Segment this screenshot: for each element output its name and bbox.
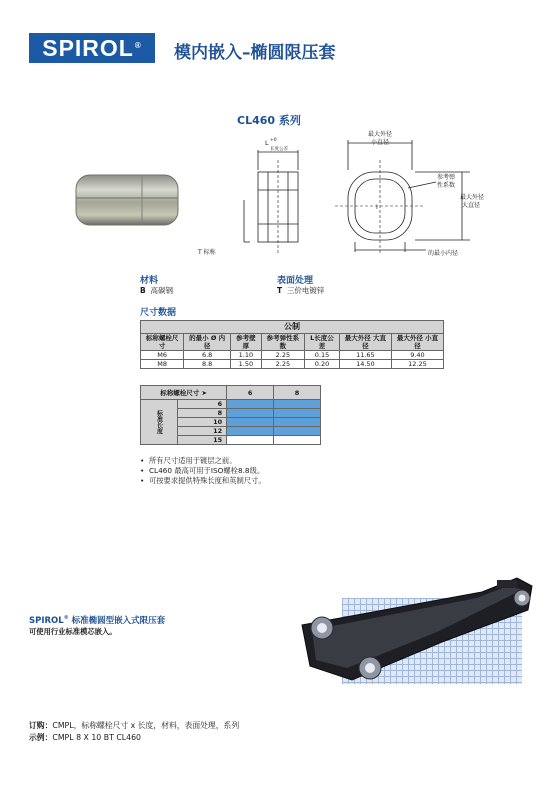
size-col-6: 6 [227,386,274,400]
spec-cell: 12.25 [391,360,443,369]
spec-cell: 2.25 [261,360,304,369]
notes-list [140,456,266,486]
spec-cell: 0.15 [305,351,340,360]
length-value: 10 [178,418,227,427]
spec-cell: 1.50 [231,360,262,369]
length-value: 8 [178,409,227,418]
l-tolerance-note: 长度公差 [270,147,288,152]
finish-line [277,285,324,296]
example-line [29,732,141,743]
spec-cell: 8.8 [184,360,231,369]
spec-col-header: 最大外径 小直径 [391,334,443,351]
technical-drawing [190,130,510,265]
dimensions-heading: 尺寸数据 [140,308,177,318]
length-corner-label: 标称螺栓尺寸 ➤ [141,386,227,400]
min-inner-label: 的最小内径 [428,250,459,257]
size-col-8: 8 [274,386,321,400]
note-item: • CL460 最高可用于ISO螺栓8.8级。 [140,466,265,475]
spec-cell: 9.40 [391,351,443,360]
material-heading: 材料 [140,276,159,286]
material-value: 高碳钢 [150,286,173,295]
spec-group-header: 公制 [141,321,444,334]
promo-title: SPIROL® 标准椭圆型嵌入式限压套 [29,615,166,626]
series-title: CL460 系列 [237,114,301,127]
ordering-label: 订购： [29,721,53,730]
spec-col-header: 标称螺栓尺寸 [141,334,184,351]
spec-col-header: L长度公差 [305,334,340,351]
availability-cell [274,427,321,436]
spec-cell: 14.50 [339,360,391,369]
material-code: B [140,286,146,295]
availability-cell [227,409,274,418]
material-line [140,285,173,296]
table-row [141,360,444,369]
spec-col-header: 参考弹性系数 [261,334,304,351]
page-title: 模内嵌入–椭圆限压套 [174,43,336,63]
note-item: • 可按要求提供特殊长度和英制尺寸。 [140,476,266,485]
availability-cell [227,418,274,427]
spec-cell: 2.25 [261,351,304,360]
spec-cell: 11.65 [339,351,391,360]
ref-elastic-label-2: 性系数 [437,182,456,189]
spec-table [140,320,444,369]
finish-heading: 表面处理 [277,276,314,286]
availability-cell [274,400,321,409]
table-row [141,400,321,409]
spec-cell: M6 [141,351,184,360]
outer-max-label-2b: 大直径 [462,202,481,209]
t-nominal-label: T 标称 [198,249,216,256]
outer-min-label: 小直径 [371,139,390,146]
spec-col-header: 参考壁厚 [231,334,262,351]
availability-cell [274,409,321,418]
spirol-logo: SPIROL® [29,33,155,63]
availability-cell [274,418,321,427]
spec-cell: 0.20 [305,360,340,369]
spec-col-header: 最大外径 大直径 [339,334,391,351]
example-value: CMPL 8 X 10 BT CL460 [52,733,142,742]
spec-cell: 1.10 [231,351,262,360]
outer-max-label-2: 最大外径 [460,194,485,201]
l-tolerance: +0 [270,138,277,143]
center-mark: I [376,204,378,211]
finish-code: T [277,286,283,295]
table-row [141,351,444,360]
molded-part-image [292,570,542,690]
note-item: • 所有尺寸适用于镀层之前。 [140,456,237,465]
ordering-value: CMPL，标称螺栓尺寸 x 长度，材料，表面处理，系列 [52,721,240,730]
finish-value: 三价电镀锌 [286,286,325,295]
example-label: 示例： [29,733,53,742]
ref-elastic-label-1: 参考弹 [437,174,456,181]
length-value: 15 [178,436,227,445]
sleeve-photo [72,170,182,230]
spec-cell: M8 [141,360,184,369]
ordering-line [29,720,239,731]
promo-subtitle: 可使用行业标准模芯嵌入。 [29,627,117,636]
length-value: 6 [178,400,227,409]
spec-cell: 6.8 [184,351,231,360]
length-side-label: 标准长度 [141,400,178,445]
l-label: L [265,139,269,147]
length-table [140,385,321,445]
spec-col-header: 的最小 Ø 内径 [184,334,231,351]
outer-max-label: 最大外径 [368,131,393,138]
length-value: 12 [178,427,227,436]
availability-cell [274,436,321,445]
availability-cell [227,436,274,445]
availability-cell [227,400,274,409]
availability-cell [227,427,274,436]
